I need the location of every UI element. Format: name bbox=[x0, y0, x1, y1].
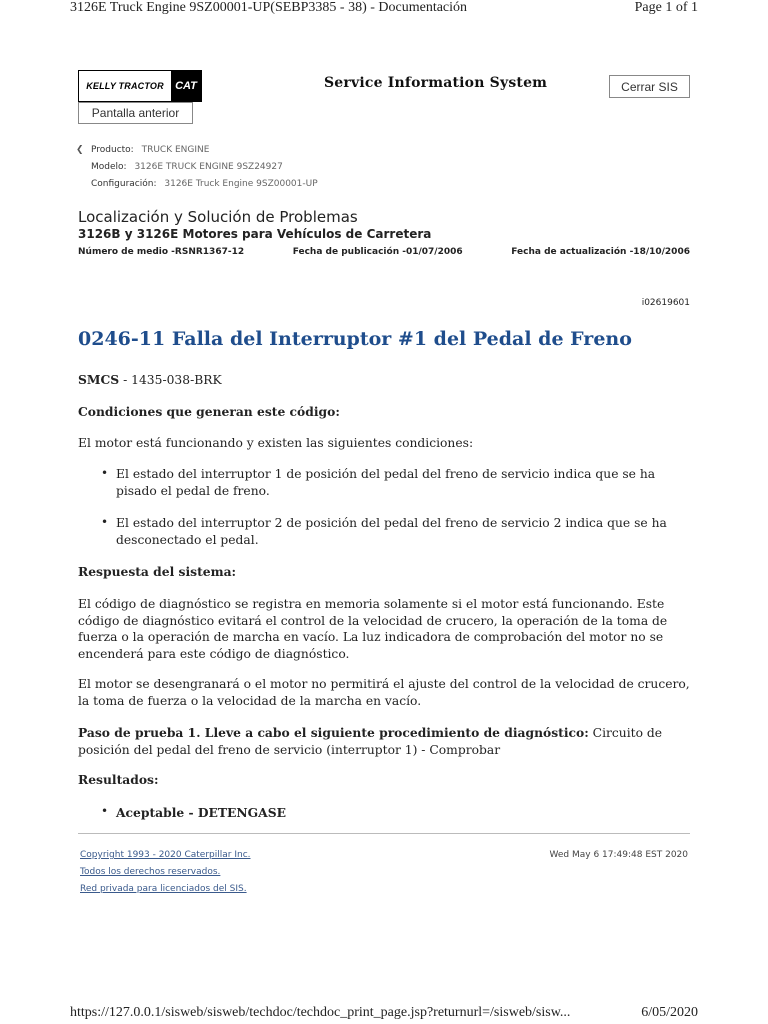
previous-screen-button[interactable]: Pantalla anterior bbox=[78, 102, 193, 124]
smcs-value: - 1435-038-BRK bbox=[119, 373, 222, 387]
system-title: Service Information System bbox=[324, 75, 548, 91]
back-arrow-icon[interactable]: ❮ bbox=[76, 145, 84, 155]
producto-value: TRUCK ENGINE bbox=[141, 145, 210, 155]
kelly-tractor-logo bbox=[78, 70, 202, 102]
smcs-label: SMCS bbox=[78, 372, 120, 387]
update-date: Fecha de actualización -18/10/2006 bbox=[511, 247, 690, 257]
document-id: i02619601 bbox=[641, 298, 690, 308]
conditions-heading: Condiciones que generan este código: bbox=[78, 404, 340, 419]
private-network-link[interactable]: Red privada para licenciados del SIS. bbox=[80, 884, 247, 894]
publication-date: Fecha de publicación -01/07/2006 bbox=[292, 247, 463, 257]
copyright-link[interactable]: Copyright 1993 - 2020 Caterpillar Inc. bbox=[80, 850, 251, 860]
print-footer-url: https://127.0.0.1/sisweb/sisweb/techdoc/techdoc_print_page.jsp?returnurl=/sisweb/sisw... bbox=[70, 1005, 571, 1020]
footer-divider bbox=[78, 833, 690, 834]
logo-text: KELLY TRACTOR bbox=[86, 81, 164, 91]
result-item: Aceptable - DETENGASE bbox=[116, 805, 286, 820]
print-footer-date: 6/05/2020 bbox=[641, 1005, 698, 1020]
test-step-text: Circuito de posición del pedal del freno de servicio (interruptor 1) - Comprobar bbox=[78, 726, 663, 757]
rights-link[interactable]: Todos los derechos reservados. bbox=[80, 867, 221, 877]
response-paragraph-2: El motor se desengranará o el motor no permitirá el ajuste del control de la velocidad de crucero, la toma de fuerza o la velocidad de la marcha en vacío. bbox=[78, 677, 690, 708]
media-number: Número de medio -RSNR1367-12 bbox=[78, 247, 245, 257]
response-paragraph-1: El código de diagnóstico se registra en memoria solamente si el motor está funcionando. Este código de diagnóstico evitará el control de la velocidad de crucero, la operación de la toma de fuerza o la operación de marcha en vacío. La luz indicadora de comprobación del motor no se encenderá para este código de diagnóstico. bbox=[78, 597, 668, 661]
meta-modelo bbox=[91, 162, 283, 172]
modelo-value: 3126E TRUCK ENGINE 9SZ24927 bbox=[134, 162, 283, 172]
condition-item: El estado del interruptor 1 de posición del pedal del freno de servicio indica que se ha pisado el pedal de freno. bbox=[116, 467, 656, 498]
cat-logo: CAT bbox=[171, 71, 201, 101]
test-step bbox=[78, 725, 690, 758]
document-title: Localización y Solución de Problemas bbox=[78, 208, 358, 226]
print-header-title: 3126E Truck Engine 9SZ00001-UP(SEBP3385 - 38) - Documentación bbox=[70, 0, 468, 15]
page-heading: 0246-11 Falla del Interruptor #1 del Pedal de Freno bbox=[78, 328, 632, 350]
config-label: Configuración: bbox=[91, 179, 157, 189]
producto-label: Producto: bbox=[91, 145, 134, 155]
bullet-icon: • bbox=[101, 515, 109, 529]
meta-configuracion bbox=[91, 179, 318, 189]
response-heading: Respuesta del sistema: bbox=[78, 564, 237, 579]
meta-producto bbox=[91, 145, 209, 155]
close-sis-button[interactable]: Cerrar SIS bbox=[609, 75, 690, 98]
bullet-icon: • bbox=[101, 466, 109, 480]
document-subtitle: 3126B y 3126E Motores para Vehículos de Carretera bbox=[78, 227, 432, 241]
modelo-label: Modelo: bbox=[91, 162, 127, 172]
bullet-icon: • bbox=[101, 804, 109, 818]
smcs-line bbox=[78, 372, 690, 389]
footer-timestamp: Wed May 6 17:49:48 EST 2020 bbox=[549, 850, 688, 860]
results-heading: Resultados: bbox=[78, 772, 159, 787]
conditions-intro: El motor está funcionando y existen las siguientes condiciones: bbox=[78, 436, 474, 450]
print-header-page: Page 1 of 1 bbox=[634, 0, 698, 15]
publication-row bbox=[78, 247, 690, 257]
test-step-title: Paso de prueba 1. Lleve a cabo el siguiente procedimiento de diagnóstico: bbox=[78, 725, 589, 740]
config-value: 3126E Truck Engine 9SZ00001-UP bbox=[164, 179, 318, 189]
condition-item: El estado del interruptor 2 de posición del pedal del freno de servicio 2 indica que se ha desconectado el pedal. bbox=[116, 516, 667, 547]
